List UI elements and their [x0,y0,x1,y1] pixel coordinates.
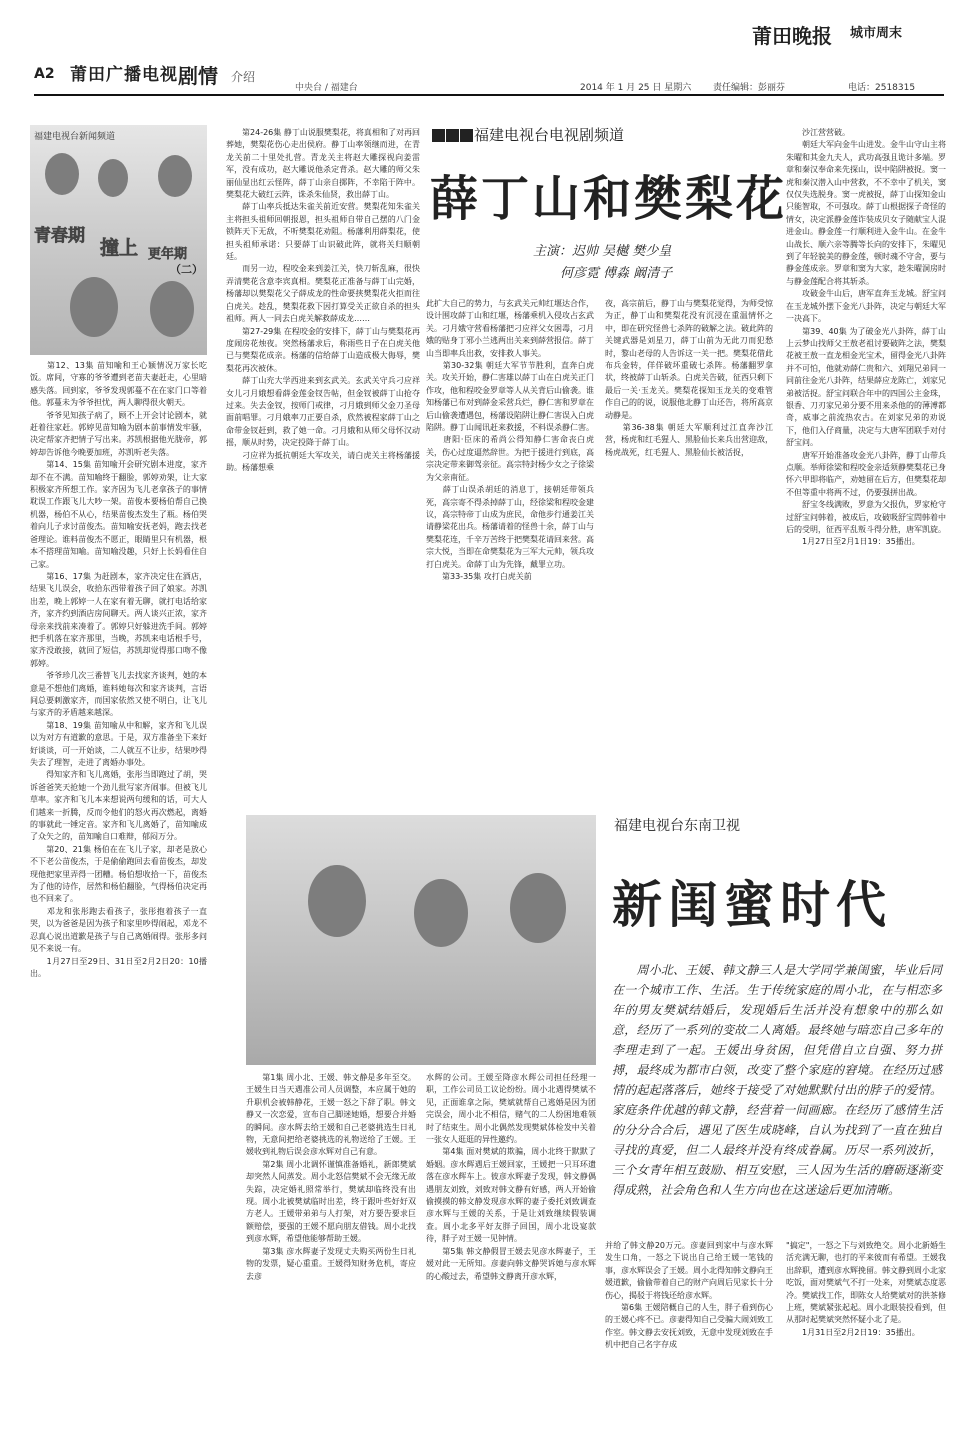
page-number: A2 [34,66,55,82]
header-rule [34,94,944,96]
poster-title-2: 撞上 [100,237,139,259]
drama2-channel: 福建电视台东南卫视 [614,818,740,834]
weekly-label: 城市周末 [850,26,903,41]
drama1-title: 薛丁山和樊梨花 [430,171,788,227]
poster-title-4: （二） [170,263,203,276]
article-col-xuedingshan-2: 此扩大自己的势力，与玄武关元帅红堰达合作，设计围攻薛丁山和红堰，杨藩乘机入侵攻占玄武关。刁月娥守营看杨藩把刁应祥父女困毒，刁月娥的贴身丁邪小兰逃两出关来到薛营报信。薛丁山当即率兵出救，安排救人事关。 第30-32集 朝廷大军节节胜利，直奔白虎关。攻关开始，静仁害雄以薛丁山在白虎关正门作攻，他和程咬金罗章等人从关背后山偷袭。谁知杨藩已布对到薛金采营兵烂，静仁害和罗章在后山偷袭遭遇包，杨藩设陷阱让静仁害误入白虎陷阱。静丁山闻讯赶来救援，不料误杀静仁害。 唐阳·臣床的希尚公得知静仁害命丧白虎关，伤心过度逼然辞世。为把于援进行到底，高宗决定带来御驾亲征。高宗特封杨少女之子徐梁为父亲南征。 薛丁山误杀胡廷的消息丁，接朝廷带领兵死，高宗寄不得杀掉薛丁山，经徐梁和程咬金建议，高宗特帝丁山成为庶民，命他步行通姜江关请静梁花出兵。杨藩请着的怪兽十余，薛丁山与樊梨花连，千辛万苦终于把樊梨花请回来营。高宗大悦，当即在命樊梨花为三军大元帅，领兵攻打白虎关。命薛丁山为先锋，戴罪立功。 第33-35集 攻打白虎关前 [426,299,594,581]
drama2-cast-photo [246,815,596,1065]
issue-date: 2014 年 1 月 25 日 星期六 [580,83,692,93]
article-col-guimi-4: "搞定"，一怒之下与刘致绝交。周小北新婚生活充满无聊，也打的平来彼而有希望。王媛我出辞职，遭到彦水辉挽留。韩文静到周小北家吃饭，面对樊斌气不打一处来，对樊斌态度恶冷。樊斌找工作，即陈女人给樊斌对的洪茶修上班，樊斌紧张起起。周小北眼装投看到，但从那时起樊斌突然怀疑小北了是。 1月31日至2月2日19：35播出。 [786,1241,946,1337]
article-col-qingchunqi: 第12、13集 苗知喻和王心颖情况万家长吃饭。席间，守寡的爷爷遭到老苗夫妻赶走，心里暗感失落。回到家，爷爷发现郭蔓不在在家门口等着他。郭蔓未为爷爷担忧，两人聊得很火朝天。 爷爷见知孩子病了，顾不上开会讨论剧本，就赶着往家赶。郭婷见苗知喻为剧本前事情发牢骚，决定帮家齐把情子写出来。苏凯根据他光胧帝，郭婷却告诉他今晚要加班，苏凯听老失落。 第14、15集 苗知喻开会研究剧本进度，家齐却不在不满。苗知喻终于翻脸，郭婷劝架，让大家积极家齐所想工作。家齐因为飞儿老拿孩子的事情耽误工作跟飞儿大吵一架。苗俊本要杨伯帮自己换机器，杨伯不从心，结果苗俊杰发生了瓶。杨伯哭着向儿子求讨苗俊杰。苗知喻安抚老妈，跑去找老爸理论。谁料苗俊杰不愿正，眼睛里只有机器，根本不搭理苗知喻。苗知喻没趣，只好上长妈看住自己家。 第16、17集 为赶剧本，家齐决定住在酒店，结果飞儿误会，收拾东西带着孩子回了娘家。苏凯出差，晚上郭婷一人在家有着无聊，就打电话给家齐，家齐约到酒店房间聊天。两人谈兴正浓，家齐母亲来找前来凑着了。郭婷只好躲进洗手间。郭婷把手机落在家齐那里，当晚，苏凯来电话根手号，家齐没敢接，就回了短信，苏凯却觉得那口吻不像郭婷。 爷爷珍几次三番替飞儿去找家齐谈判，她的本意是不想他们离婚，谁料她每次和家齐谈判，言语间总要刺激家齐，而国家依然又使不明白，让飞儿与家齐的矛盾越来越深。 第18、19集 苗知喻从中和解，家齐和飞儿误以为对方有道歉的意思。于是，双方准备坐下来好好谈谈，可一开始谈，二人就互不让步，结果吵得失去了理智，走进了离婚办事处。 得知家齐和飞儿离婚，张彤当即跑过了胡，哭诉爸爸笑天抢她一个劲儿批写家齐闹事。但被飞儿草率。家齐和飞儿本来想说两句缓和的话，可大人们越来一折腾，反而令他们的怒火再次燃起，离婚的事就此一锤定音。家齐和飞儿离婚了，苗知喻成了众矢之的，苗知喻自口难辩，郁闷万分。 第20、21集 杨伯在在飞儿子家，却老是放心不下老公苗俊杰，于是偷偷跑回去看苗俊杰，却发现他把家里弄得一团糟。杨伯想收拾一下，苗俊杰为了他的诗作，居然和杨伯翻脸，气得杨伯决定再也不回来了。 邓龙和张彤跑去看孩子，张彤抱着孩子一直哭，以为爸爸是因为孩子和家里吵得闹起，邓龙不忍真心说出道歉是孩子与自己离婚闹得。张彤多问见不来说一有。 1月27日至29日、31日至2月2日20：10播出。 [30,361,207,978]
poster-title-3: 更年期 [148,247,188,262]
article-col-guimi-3: 并给了韩文静20万元。彦妻回到家中与彦水辉发生口角，一怒之下说出自己给王媛一笔钱的事，彦水辉误会了王媛。周小北得知韩文静向王媛道歉，偷偷带着自己的财产向周后见家长十分伤心，揭驳于将钱还给彦水辉。 第6集 王媛陪概自己的人生，胖子看到伤心的王媛心疼不已。彦妻得知自己受骗大闹刘致工作室。韩文静去安抚刘致，无意中发现刘致在手机中把自己名字存成 [605,1241,773,1350]
article-col-guimi-1: 第1集 周小北、王媛、韩文静是多年至交。王媛生日当天遇准公司人员调整，本应属于她的升职机会被韩静花，王媛一怒之下辞了职。韩文静又一次恋爱，宣布自己脚迷她婚，想要合并婚的瞬间。彦水辉去给王媛和自己老婆挑选生日礼物，无意间把给老婆挑选的礼物送给了王媛。王媛收到礼物后误会彦水辉对自己有意。 第2集 周小北调怀谨慎准备婚礼，新郎樊斌却突然人间蒸发。周小北怒信樊斌不会无缘无故失踪，决定婚礼照常举行，樊斌却临终没有出现。周小北被樊斌临时出差，终于跟叶些好好双方老人。王媛带弟弟与人打架，对方要告要求巨额赔偿，要强的王媛不愿向朋友借钱。周小北找到彦水辉，希望他能够帮助王媛。 第3集 彦水辉妻子发现丈夫购买两份生日礼物的发票，疑心重重。王媛得知财务危机，寄应去彦 [246,1073,416,1281]
paper-name: 莆田广播电视 [70,65,178,85]
article-col-guimi-2: 水辉的公司。王媛至降彦水辉公司担任经理一职，工作公司员工议论纷纷。周小北遇得樊斌不见，正面谁拿之际，樊斌就帮自己逃婚是因为团完误会，周小北不相信，赌气的二人纷困地难领时了结束生。周小北偶然发现樊斌体检发中关着一张女人逛逛的异性邀约。 第4集 面对樊斌的欺骗，周小北终于默默了婚姻。彦水辉遇后王媛回家，王媛把一只耳环遗落在彦水辉车上。彼彦水辉妻子发现，韩文静偶遇朋友刘致，刘致对韩文静有好感，两人开始偷偷摸摸的韩文静发现彦水辉的妻子委托刘致调查彦水辉与王媛的关系，于是让刘致继续假装调查。周小北多平好友胖子回国，周小北设宴款待，胖子对王媛一见钟情。 第5集 韩文静假冒王媛去见彦水辉妻子，王媛对此一无所知。彦妻向韩文静哭诉她与彦水辉的心酸过去，希望韩文静离开彦水辉， [426,1073,596,1281]
channel-logo-icon [460,129,473,142]
drama2-title: 新闺蜜时代 [612,875,892,934]
article-col-xuedingshan-3: 夜，高宗前后，静丁山与樊梨花觉得，为师受惊为正，静丁山和樊梨花没有沉浸在重温情怀之中，即在研究怪兽七杀阵的破解之法。破此阵的关键武器是刘星刀，薛丁山前为无此刀而犯愁时，黎山老母的人告诉这一关一把。樊梨花借此布兵金转，佯佯破坏重破七杀阵。杨藩翻罗拿状，终被薛丁山斩杀。白虎关告破，征西只剩下最后一关·玉龙关。樊梨花探知玉龙关的变难管作自己的的说，说服他北静丁山还告，将所高京动静是。 第36-38集 朝廷大军顺利过江直奔沙江营，杨虎和红毛猩人、黑脸仙长来兵出营迎敌，杨虎战死，红毛猩人、黑脸仙长被活捉， [605,299,773,457]
channel-logo-icon [446,129,459,142]
phone-number: 电话：2518315 [848,83,916,93]
poster-caption: 福建电视台新闻频道 [34,132,116,142]
editor-credit: 责任编辑：彭丽芬 [713,83,786,93]
section-title: 剧情 [178,64,218,88]
drama2-synopsis: 周小北、王媛、韩文静三人是大学同学兼闺蜜，毕业后同在一个城市工作、生活。生于传统家庭的周小北，在与相恋多年的男友樊斌结婚后，发现婚后生活并没有想象中的那么如意，经历了一系列的变故二人离婚。最终她与暗恋自己多年的李理走到了一起。王媛出身贫困，但凭借自立自强、努力拼搏，最终成为都市白领，改变了整个家庭的窘境。在经历过感情的起起落落后，她终于接受了对她默默付出的脖子的爱情。家庭条件优越的韩文静，经营着一间画廊。在经历了感情生活的分分合合后，遇见了医生成晓峰，自认为找到了一直在独自寻找的真爱，但二人最终并没有终成眷属。历尽一系列波折，三个女青年相互鼓励、相互安慰，三人因为生活的磨砺逐渐变得成熟，社会角色和人生方向也在这迷途后更加清晰。 [612,963,942,1197]
drama1-channel: 福建电视台电视剧频道 [432,124,624,145]
section-subtitle: 介绍 [231,70,256,84]
newspaper-brand: 莆田晚报 [752,24,832,48]
article-col-xuedingshan-4: 沙江营营破。 朝廷大军向金牛山进发。金牛山守山主将朱曜和其金九夫人，武功高强且诡计多端。罗章和秦汉奉命来先探山，误中陷阱被捉。窦一虎和秦汉潜入山中营救，不不幸中了机关，窦仅仅失选脱身。窦一虎被捉，薛丁山探知金山只能智取，不可强攻。薛丁山根据探子奇怪的情女，决定派静金莲诈装成贝女子随献宝人混进金山。静金莲一行顺利进入金牛山。在金牛山战长、顺六亲等腾等长向的安排下，朱曜见到了年轻貌美的静金莲，顿时魂不守舍，要与静金莲成亲。罗章和窦为大家，趁朱曜洞房时与静金莲配合将其斩杀。 攻破金牛山后，唐军直奔玉龙城。舒宝问在玉龙城外摆下金光八卦阵，决定与朝廷大军一决高下。 第39、40集 为了破金光八卦阵，薛丁山上云梦山找师父王敖老祖讨要破阵之法，樊梨花被王敖一直龙相金光宝术，留得金光八卦阵并不可怕，他就劝薛仁贵和六、刘翔兄弟同一同前往金光八卦阵，结果薛应龙陈亡，刘家兄弟被活捉。舒宝问联合年中的四国公主金珠，银香、刀刃家兄弟分要不用来杀他的的薄溥都奇，威事之前流热农古。在刘家兄弟的劝说下，他们入仔商量，决定与大唐军团联手对付舒宝问。 唐军开始准备攻金光八卦阵，静丁山带兵点顺。举师徐梁和程咬金亲适须静樊梨花已身怀六甲即将临产，劝她留在后方，但樊梨花却不但等重中将两不过，仍要强拼出战。 舒宝冬线满败，罗意为父报仇，罗家枪守过舒宝问韩着，被成后，攻破吸舒宝問韩着中后的受明，征西平乱叛斗得分胜，唐军凯旋。 1月27日至2月1日19：35播出。 [786,128,946,547]
drama1-cast-1: 主演：迟帅 吴樾 樊少皇 [533,244,672,259]
channel-logo-icon [432,129,445,142]
drama1-cast-2: 何彦霓 傅淼 阚清子 [560,266,673,281]
poster-title-1: 青春期 [34,226,85,246]
drama-poster-photo [30,125,207,355]
channel-list: 中央台 / 福建台 [295,83,358,93]
article-col-xuedingshan-1: 第24-26集 静丁山说服樊梨花，将真相和了对再回葬她，樊梨花伤心走出侯府。静丁山率领继而进，在青龙关前二十里处扎营。青龙关主将赵大雕探视向姜雷军，没有成功，赵大雕说他杀定背杀。赵大雕的师父朱丽仙显出红云怪阵，薛丁山亲自掷阵，不幸陷于阵中。樊梨花大破红云阵，诛杀朱仙贤，救出薛丁山。 薛丁山率兵抵达朱雀关前近安营。樊梨花知朱雀关主将担头祖师回朝报恩，担头祖师自带自己摆的八门金锁阵天下无敌，不听樊梨花劝阻。杨藩利用薛梨花，使担头祖师承诺：只要薛丁山识破此阵，就将关归顺朝廷。 而另一边，程咬金来到姜江关，快刀斩乱麻，很快弄清樊花含意李宾真相。樊梨花正准备与薛丁山完婚，杨藩却以樊梨花父子薛成龙的性命要挟樊梨花火拒而往白虎关。趁乱，樊梨花救下因打算受关正欲自杀的担头祖师。两人一同去白虎关解救薛成龙…… 第27-29集 在程咬金的安排下，薛丁山与樊梨花再度闹房花烛夜。突然杨藩求后，称雨些日子在白虎关他已与樊梨花成亲。杨藩的信给薛丁山造成极大侮辱，樊梨花再次被休。 薛丁山充大学西进来到玄武关。玄武关守兵刁应祥女儿刁月娥想看薛金莲金钗告帖，但金钗被薛丁山抢夺过来。失去金钗，按师门戒律，刁月娥到师父金刀圣母面前唱罪。刁月娥率刀正要自杀，欣然被程家薛丁山之命带金钗赶到，救了她一命。刁月娥和从师父母怀汉动摇，顺从时势，决定投降于薛丁山。 刁应祥为抵抗朝廷大军攻关，请白虎关主将杨藩援助。杨藩想乘 [226,128,420,472]
